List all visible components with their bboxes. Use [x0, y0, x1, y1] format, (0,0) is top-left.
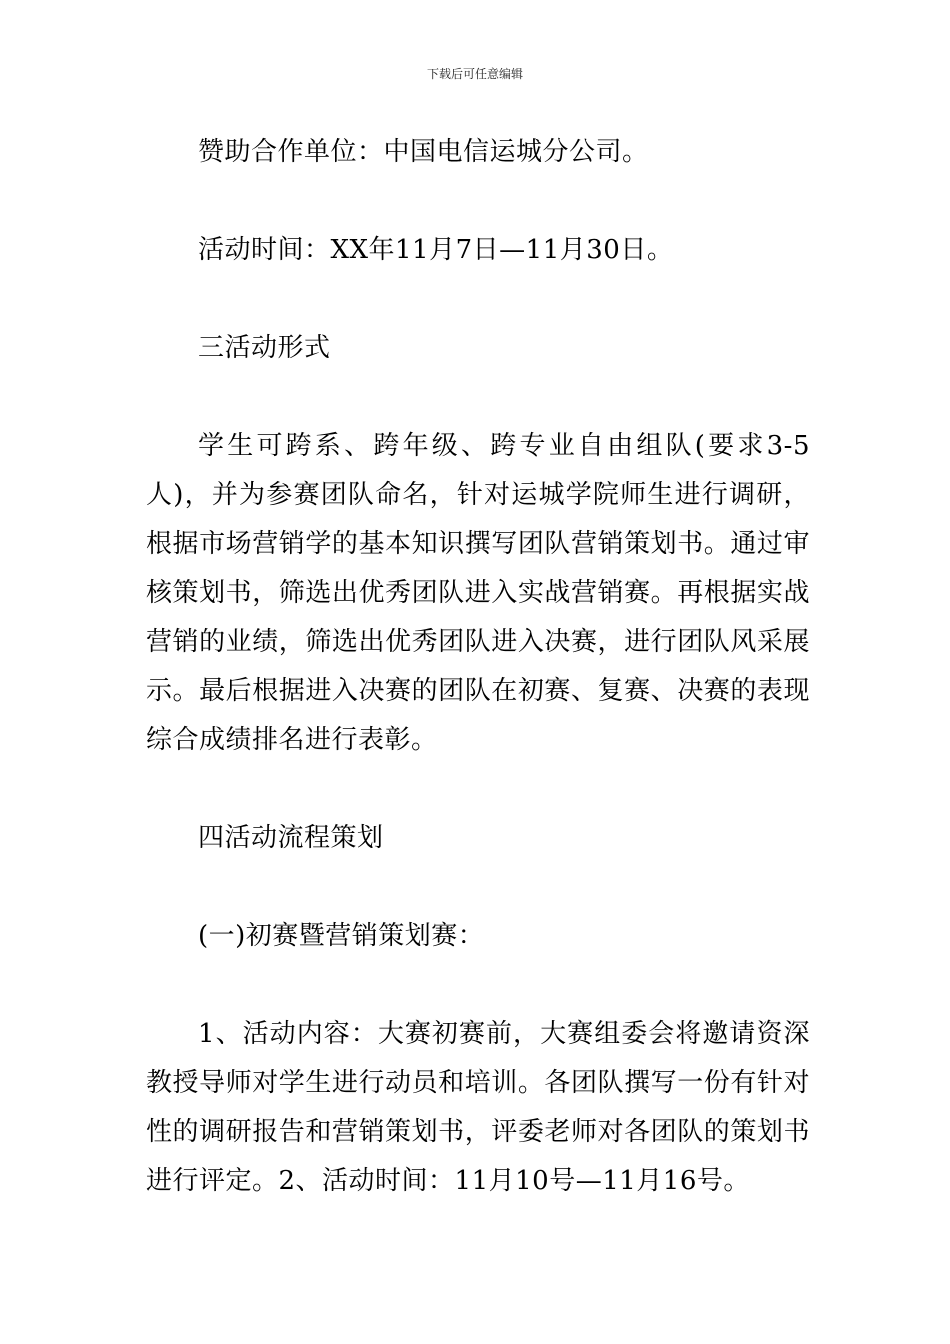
paragraph-spacer [146, 863, 810, 912]
sponsor-paragraph: 赞助合作单位：中国电信运城分公司。 [198, 137, 649, 167]
preliminary-content-paragraph: 1、活动内容：大赛初赛前，大赛组委会将邀请资深教授导师对学生进行动员和培训。各团队撰写一份有针对性的调研报告和营销策划书，评委老师对各团队的策划书进行评定。2、活动时间：11月10号—11月16号。 [146, 1019, 810, 1196]
paragraph-spacer [146, 765, 810, 814]
activity-form-paragraph: 学生可跨系、跨年级、跨专业自由组队(要求3-5人)，并为参赛团队命名，针对运城学院师生进行调研，根据市场营销学的基本知识撰写团队营销策划书。通过审核策划书，筛选出优秀团队进入实战营销赛。再根据实战营销的业绩，筛选出优秀团队进入决赛，进行团队风采展示。最后根据进入决赛的团队在初赛、复赛、决赛的表现综合成绩排名进行表彰。 [146, 431, 810, 755]
paragraph-spacer [146, 177, 810, 226]
subsection-heading-preliminary: (一)初赛暨营销策划赛： [198, 921, 485, 951]
section-heading-activity-form: 三活动形式 [198, 333, 331, 363]
paragraph-spacer [146, 275, 810, 324]
section-heading-process-plan: 四活动流程策划 [198, 823, 384, 853]
activity-time-paragraph: 活动时间：XX年11月7日—11月30日。 [198, 235, 674, 265]
page-header-note: 下载后可任意编辑 [426, 67, 523, 81]
document-body [146, 128, 810, 1206]
paragraph-spacer [146, 961, 810, 1010]
paragraph-spacer [146, 373, 810, 422]
